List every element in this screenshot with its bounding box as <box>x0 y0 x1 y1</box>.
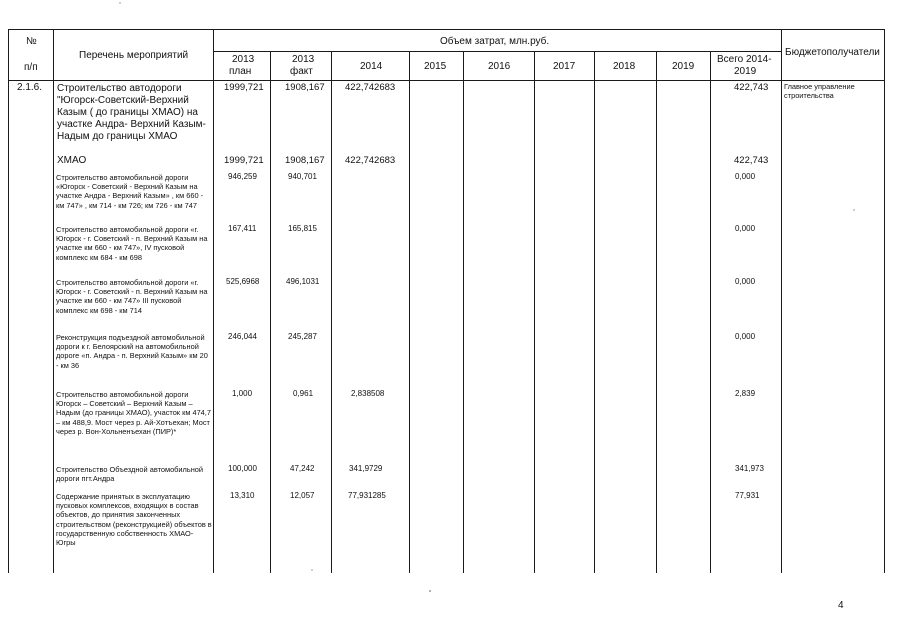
value-2014: 2,838508 <box>351 389 385 398</box>
recipient-name: Главное управление строительства <box>784 82 855 101</box>
measure-name: Строительство автомобильной дороги «г. Югорск - г. Советский - п. Верхний Казым на участке км 660 - км 747», IV пусковой комплекс км 684 - км 698 <box>56 225 208 262</box>
value-total: 341,973 <box>735 464 764 473</box>
value-plan-2013: 525,6968 <box>226 277 260 286</box>
header-cost-label: Объем затрат, млн.руб. <box>440 36 550 47</box>
value-total: 0,000 <box>735 277 756 286</box>
header-pp-label: п/п <box>24 62 38 73</box>
value-plan-2013: 1999,721 <box>224 155 264 166</box>
year-header-2019: 2019 <box>672 61 695 72</box>
value-fact-2013: 1908,167 <box>285 82 325 93</box>
measure-name: Строительство Объездной автомобильной дороги пгт.Андра <box>56 465 204 484</box>
value-2014: 422,742683 <box>345 155 396 166</box>
value-fact-2013: 0,961 <box>293 389 314 398</box>
value-total: 0,000 <box>735 224 756 233</box>
year-header-fact-label: факт <box>290 66 313 77</box>
value-2014: 77,931285 <box>348 491 386 500</box>
value-fact-2013: 47,242 <box>290 464 315 473</box>
header-measures-label: Перечень мероприятий <box>79 50 189 61</box>
year-header-2018: 2018 <box>613 61 636 72</box>
year-header-2016: 2016 <box>488 61 511 72</box>
year-header-2014: 2014 <box>360 61 383 72</box>
row-number: 2.1.6. <box>17 82 43 93</box>
value-plan-2013: 1,000 <box>232 389 253 398</box>
year-header-total-l1: Всего 2014- <box>717 54 772 65</box>
year-header-plan-2013: 2013 <box>232 54 255 65</box>
measure-name: Реконструкция подъездной автомобильной дороги к г. Белоярский на автомобильной дороге «п. Андра - п. Верхний Казым» км 20 - км 36 <box>56 333 208 370</box>
value-fact-2013: 940,701 <box>288 172 317 181</box>
value-plan-2013: 1999,721 <box>224 82 264 93</box>
measure-name: Строительство автомобильной дороги «г. Югорск - г. Советский - п. Верхний Казым на участке км 660 - км 747» III пусковой комплекс км 698 - км 714 <box>56 278 208 315</box>
value-total: 77,931 <box>735 491 760 500</box>
value-fact-2013: 245,287 <box>288 332 317 341</box>
value-2014: 341,9729 <box>349 464 383 473</box>
value-plan-2013: 246,044 <box>228 332 257 341</box>
year-header-2017: 2017 <box>553 61 576 72</box>
value-plan-2013: 167,411 <box>228 224 257 233</box>
value-fact-2013: 165,815 <box>288 224 317 233</box>
value-fact-2013: 496,1031 <box>286 277 320 286</box>
value-total: 0,000 <box>735 172 756 181</box>
measure-name: Строительство автомобильной дороги Югорск – Советский – Верхний Казым – Надым (до границы ХМАО), участок км 474,7 – км 488,9. Мост через р. Ай-Хотъехан; Мост через р. Вон-Хольненъехан (ПИР)* <box>56 390 211 436</box>
value-plan-2013: 946,259 <box>228 172 257 181</box>
value-plan-2013: 13,310 <box>230 491 255 500</box>
value-fact-2013: 12,057 <box>290 491 315 500</box>
measure-name: Содержание принятых в эксплуатацию пусковых комплексов, входящих в состав объектов, до принятия законченных строительством (реконструкцией) объектов в государственную собственность ХМАО-Югры <box>56 492 212 548</box>
header-no-label: № <box>26 36 37 47</box>
value-total: 2,839 <box>735 389 756 398</box>
value-fact-2013: 1908,167 <box>285 155 325 166</box>
value-2014: 422,742683 <box>345 82 396 93</box>
value-total: 422,743 <box>734 82 769 93</box>
year-header-total-l2: 2019 <box>734 66 757 77</box>
year-header-2015: 2015 <box>424 61 447 72</box>
value-total: 422,743 <box>734 155 769 166</box>
measure-name: Строительство автомобильной дороги «Югорск - Советский - Верхний Казым на участке Андра - Верхний Казым» , км 660 - км 747» , км 714 - км 726; км 726 - км 747 <box>56 173 204 210</box>
value-total: 0,000 <box>735 332 756 341</box>
value-plan-2013: 100,000 <box>228 464 257 473</box>
measure-name: Строительство автодороги "Югорск-Советский-Верхний Казым ( до границы ХМАО) на участке Андра- Верхний Казым- Надым до границы ХМАО <box>57 83 206 142</box>
year-header-fact-2013: 2013 <box>292 54 315 65</box>
header-recipients-label: Бюджетополучатели <box>785 47 880 58</box>
measure-name: ХМАО <box>57 155 87 166</box>
page-number: 4 <box>838 600 844 611</box>
year-header-plan-label: план <box>229 66 252 77</box>
